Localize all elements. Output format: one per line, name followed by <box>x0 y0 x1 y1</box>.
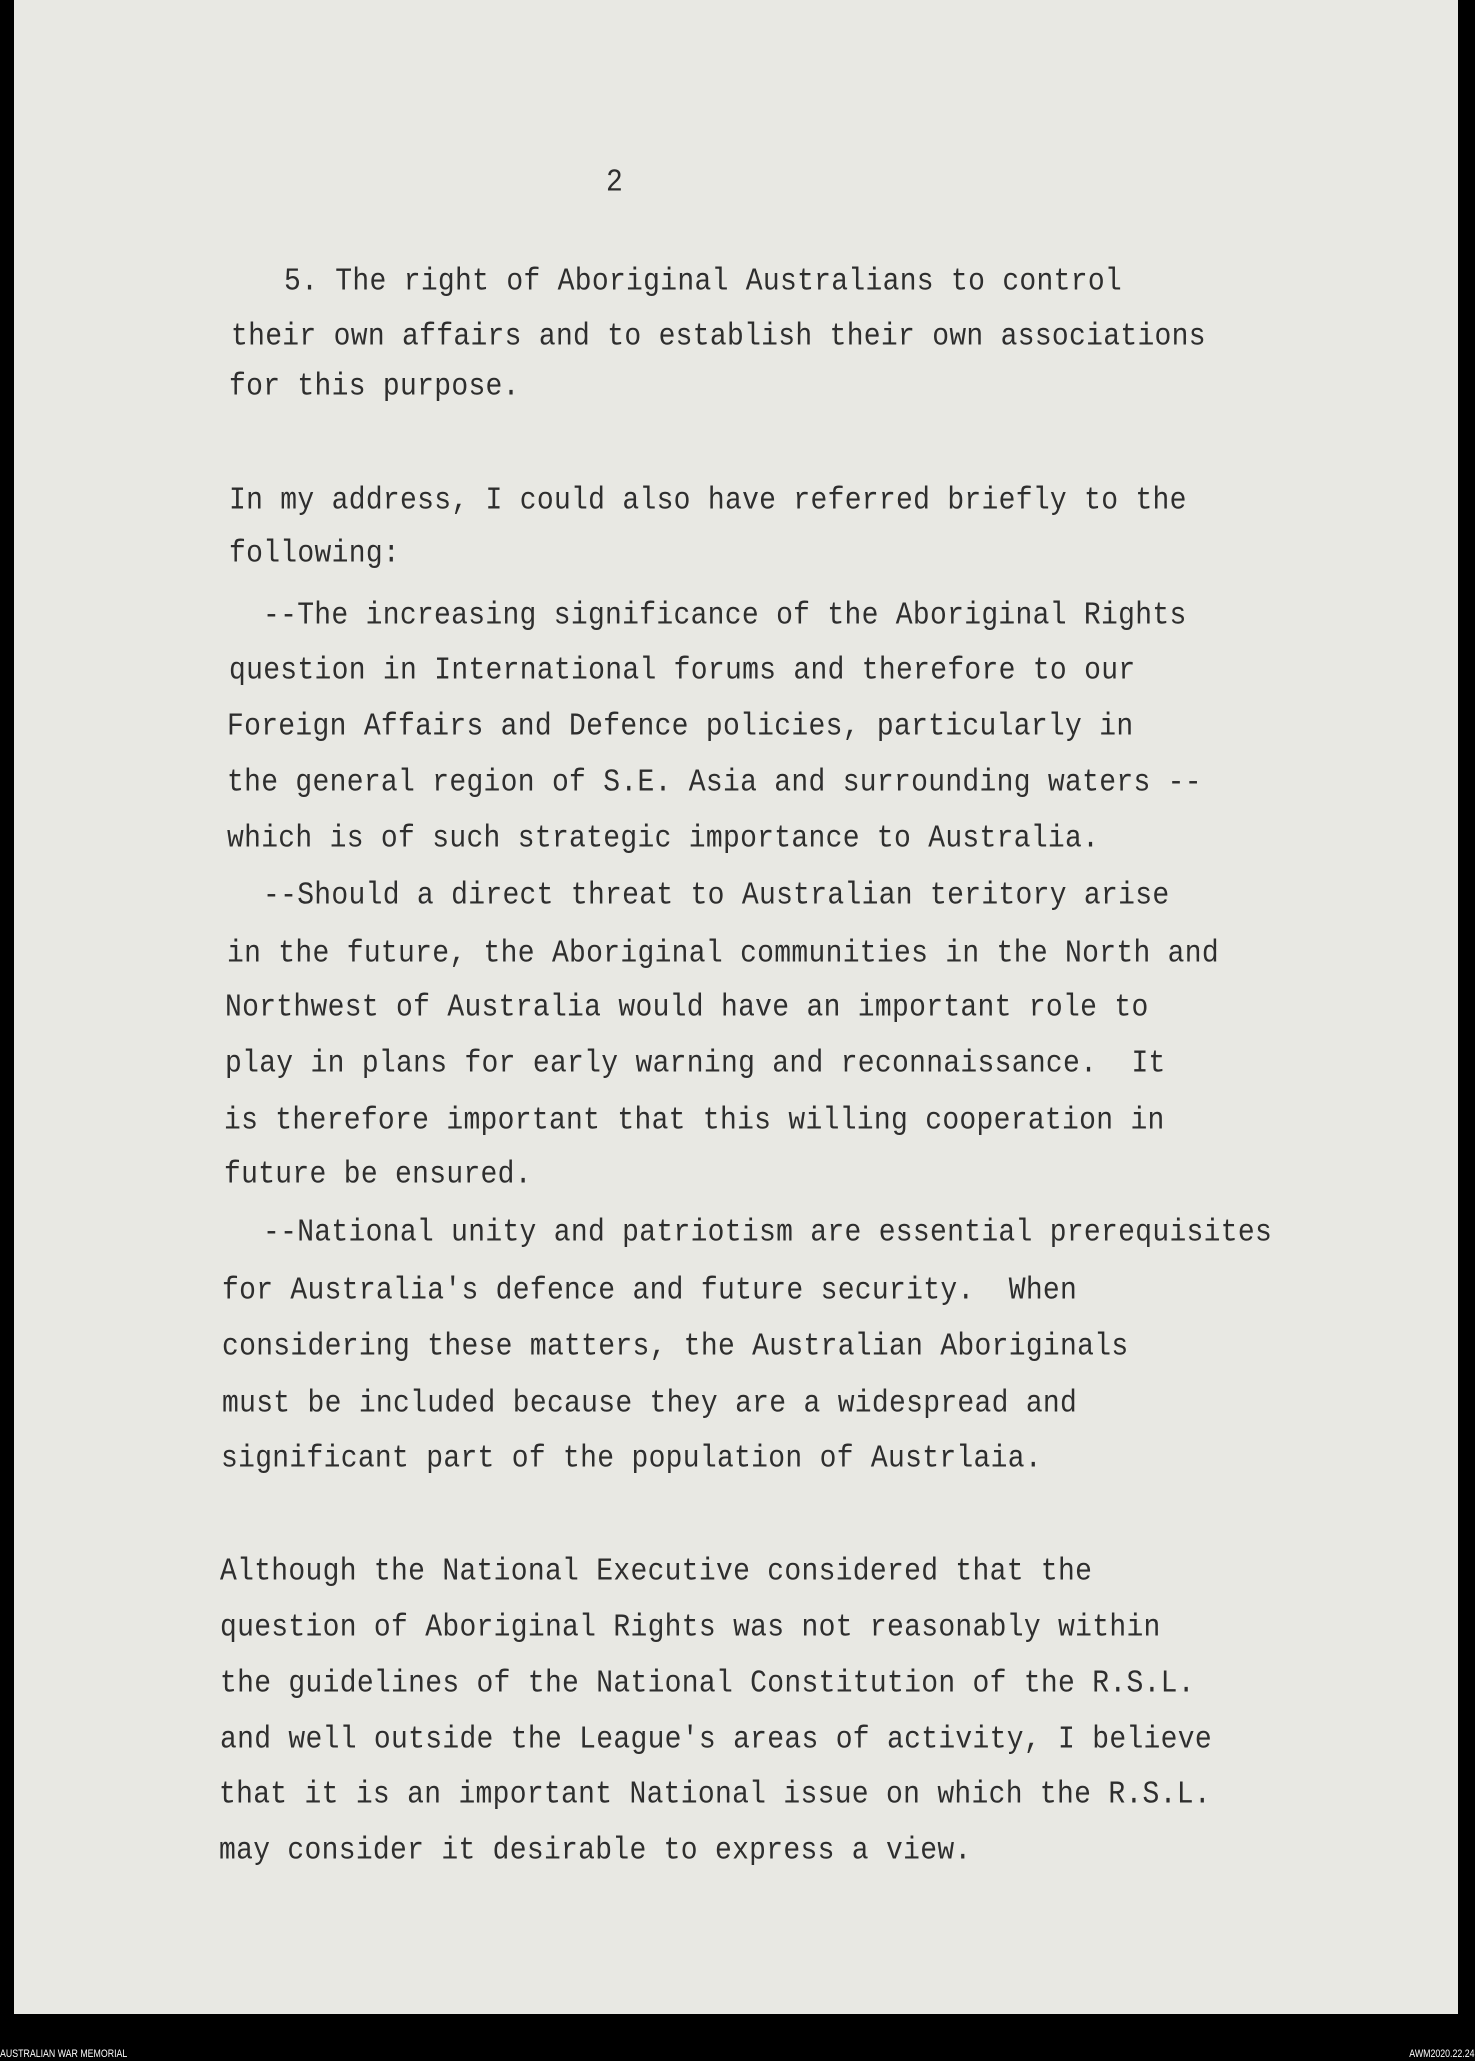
text-line: question of Aboriginal Rights was not reasonably within <box>220 1611 1161 1646</box>
text-line: In my address, I could also have referred briefly to the <box>229 484 1187 519</box>
footer-reference: AWM2020.22.24 <box>1409 2048 1475 2060</box>
text-line: must be included because they are a widespread and <box>222 1387 1078 1422</box>
text-line: is therefore important that this willing cooperation in <box>224 1104 1165 1139</box>
text-line: the guidelines of the National Constitution of the R.S.L. <box>220 1667 1195 1702</box>
text-line: considering these matters, the Australian Aboriginals <box>222 1330 1129 1365</box>
text-line: that it is an important National issue on which the R.S.L. <box>219 1778 1211 1813</box>
text-line: future be ensured. <box>224 1158 532 1193</box>
text-line: in the future, the Aboriginal communities in the North and <box>227 937 1219 972</box>
footer-institution: AUSTRALIAN WAR MEMORIAL <box>0 2048 128 2060</box>
text-line: --The increasing significance of the Aboriginal Rights <box>263 599 1187 634</box>
text-line: Although the National Executive considered that the <box>220 1555 1093 1590</box>
text-line: their own affairs and to establish their own associations <box>231 320 1206 355</box>
text-line: which is of such strategic importance to Australia. <box>227 822 1100 857</box>
text-line: question in International forums and therefore to our <box>229 654 1136 689</box>
text-line: --National unity and patriotism are essential prerequisites <box>263 1216 1273 1251</box>
text-line: --Should a direct threat to Australian teritory arise <box>263 879 1170 914</box>
text-line: and well outside the League's areas of activity, I believe <box>220 1723 1212 1758</box>
text-line: for Australia's defence and future security. When <box>222 1274 1078 1309</box>
text-line: 5. The right of Aboriginal Australians to control <box>284 265 1123 300</box>
text-line: significant part of the population of Austrlaia. <box>221 1442 1042 1477</box>
text-line: Northwest of Australia would have an important role to <box>225 991 1149 1026</box>
text-line: Foreign Affairs and Defence policies, particularly in <box>227 710 1134 745</box>
text-line: may consider it desirable to express a view. <box>219 1834 972 1869</box>
page-number: 2 <box>606 166 624 201</box>
text-line: play in plans for early warning and reconnaissance. It <box>225 1047 1166 1082</box>
text-line: the general region of S.E. Asia and surrounding waters -- <box>227 766 1202 801</box>
text-line: for this purpose. <box>229 370 520 405</box>
text-line: following: <box>229 537 401 572</box>
